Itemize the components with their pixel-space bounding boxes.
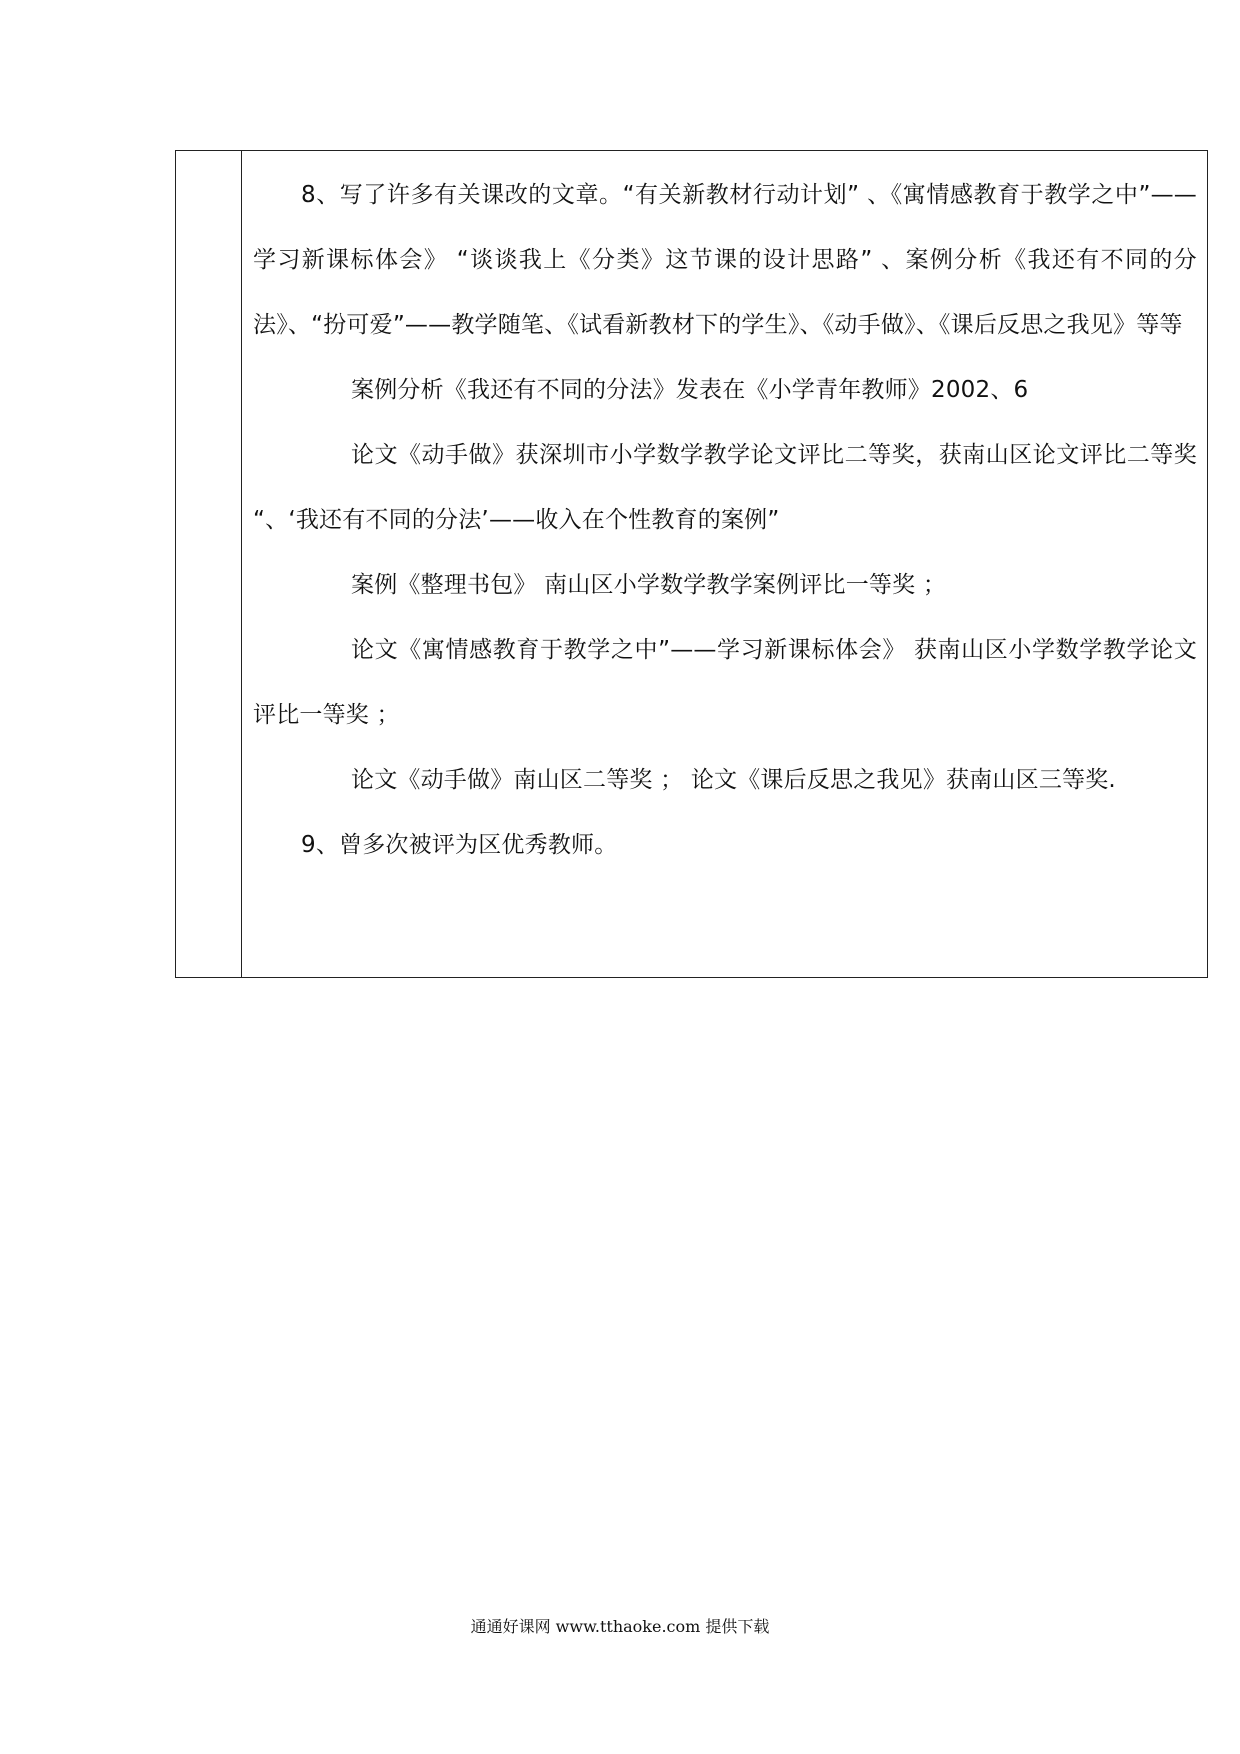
paragraph-case-published: 案例分析《我还有不同的分法》发表在《小学青年教师》2002、6: [351, 377, 1029, 403]
paragraph-item-9: 9、曾多次被评为区优秀教师。: [301, 832, 618, 858]
paragraph-case-award: 案例《整理书包》 南山区小学数学教学案例评比一等奖 ；: [351, 572, 947, 598]
paragraph-paper-award-3: 论文《动手做》南山区二等奖 ； 论文《课后反思之我见》获南山区三等奖.: [351, 767, 1116, 793]
page-footer: 通通好课网 www.tthaoke.com 提供下载: [470, 1617, 770, 1636]
paragraph-paper-award-1: 论文《动手做》获深圳市小学数学教学论文评比二等奖，获南山区论文评比二等奖 “、‘我还有不同的分法’——收入在个性教育的案例”: [253, 442, 1197, 533]
document-table: [175, 150, 1208, 978]
table-content-cell: [242, 151, 1207, 977]
table-left-column: [176, 151, 242, 977]
paragraph-item-8: 8、写了许多有关课改的文章。“有关新教材行动计划” 、《寓情感教育于教学之中”——学习新课标体会》 “谈谈我上《分类》这节课的设计思路” 、案例分析《我还有不同的分法》、“扮可爱”——教学随笔、《试看新教材下的学生》、《动手做》、《课后反思之我见》等等: [253, 182, 1197, 338]
paragraph-paper-award-2: 论文《寓情感教育于教学之中”——学习新课标体会》 获南山区小学数学教学论文评比一等奖 ；: [253, 637, 1197, 728]
